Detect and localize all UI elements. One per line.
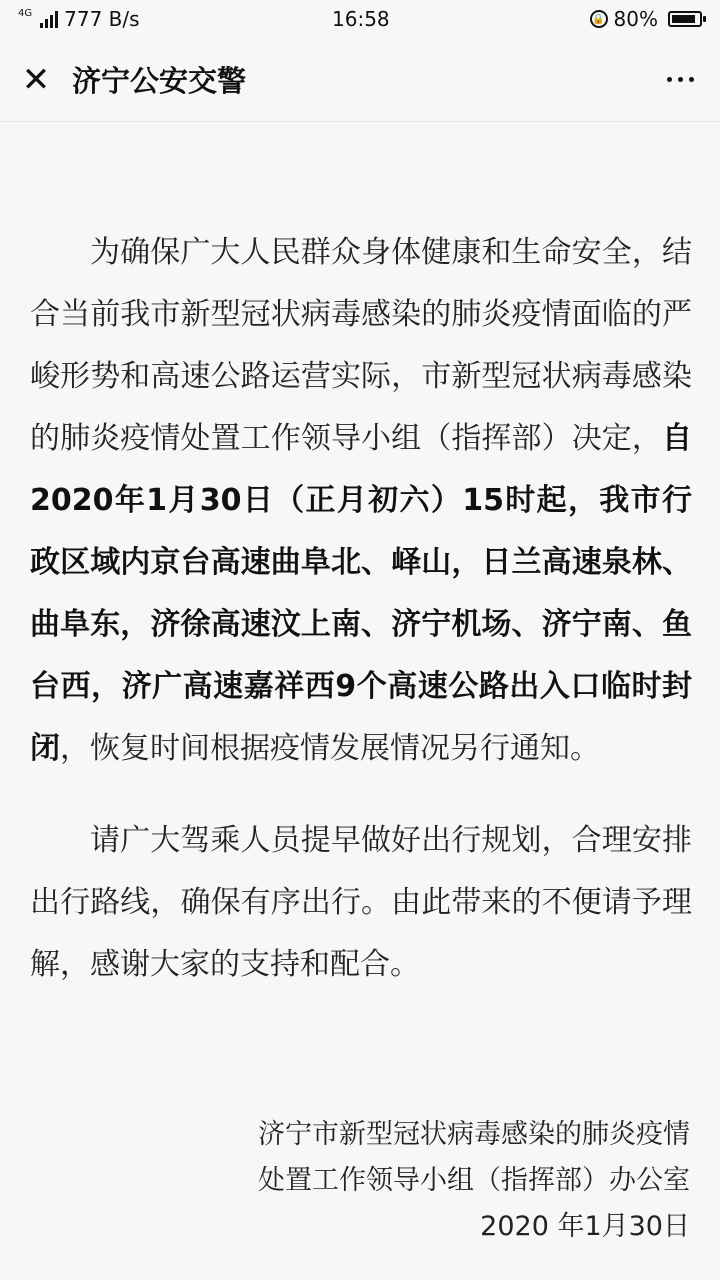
more-dots-icon	[667, 77, 672, 82]
article-body	[30, 222, 692, 996]
paragraph-1-bold: 自2020年1月30日（正月初六）15时起，我市行政区域内京台高速曲阜北、峄山，日兰高速泉林、曲阜东，济徐高速汶上南、济宁机场、济宁南、鱼台西，济广高速嘉祥西9个高速公路出入口临时封闭	[30, 421, 692, 766]
article-paragraph-1	[30, 222, 692, 780]
signature-line-1: 济宁市新型冠状病毒感染的肺炎疫情	[258, 1119, 690, 1150]
status-time: 16:58	[332, 7, 390, 31]
rotation-lock-icon: 🔒	[590, 10, 608, 28]
paragraph-1-intro: 为确保广大人民群众身体健康和生命安全，结合当前我市新型冠状病毒感染的肺炎疫情面临的严峻形势和高速公路运营实际，市新型冠状病毒感染的肺炎疫情处置工作领导小组（指挥部）决定，	[30, 235, 692, 456]
battery-icon	[668, 11, 702, 27]
paragraph-1-end: ，恢复时间根据疫情发展情况另行通知。	[60, 731, 600, 766]
signature-line-2: 处置工作领导小组（指挥部）办公室	[258, 1165, 690, 1196]
close-button[interactable]	[0, 38, 72, 122]
signature-date: 2020 年1月30日	[480, 1211, 690, 1242]
close-icon: ✕	[21, 59, 51, 100]
more-button[interactable]	[640, 38, 720, 122]
article-paragraph-2: 请广大驾乘人员提早做好出行规划，合理安排出行路线，确保有序出行。由此带来的不便请予理解，感谢大家的支持和配合。	[30, 823, 692, 982]
status-right	[590, 7, 702, 31]
network-speed: 777 B/s	[64, 7, 140, 31]
status-bar	[0, 0, 720, 38]
network-type: 4G	[18, 8, 33, 19]
status-left	[18, 7, 140, 31]
signature-block	[190, 1112, 690, 1250]
nav-bar	[0, 38, 720, 122]
page-title: 济宁公安交警	[72, 64, 247, 98]
signal-icon	[40, 10, 58, 28]
battery-percent: 80%	[613, 7, 658, 31]
